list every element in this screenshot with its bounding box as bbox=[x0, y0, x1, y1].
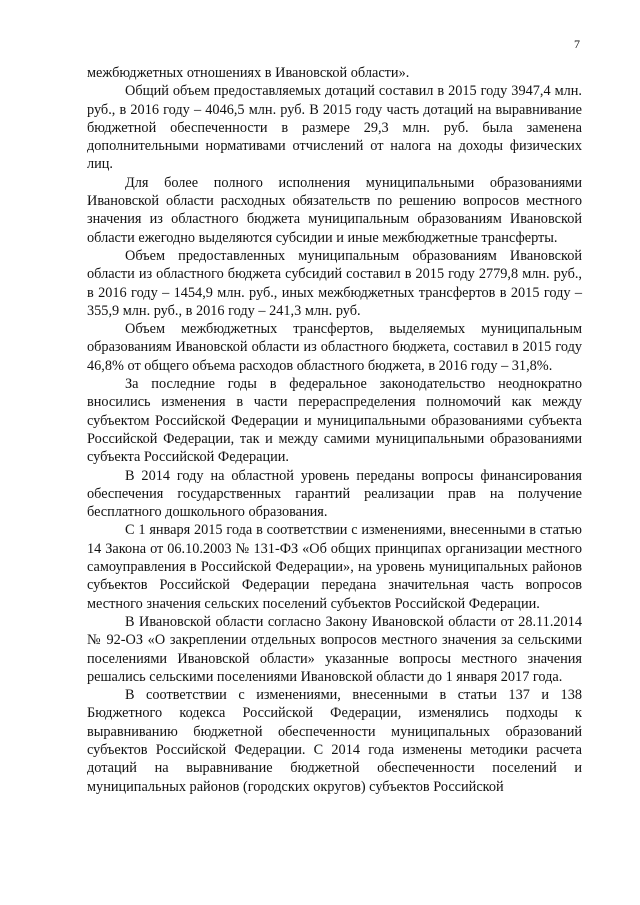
document-body bbox=[87, 64, 582, 796]
paragraph: В 2014 году на областной уровень переданы вопросы финансирования обеспечения государственных гарантий реализации прав на получение бесплатного дошкольного образования. bbox=[87, 467, 582, 521]
paragraph: С 1 января 2015 года в соответствии с изменениями, внесенными в статью 14 Закона от 06.10.2003 № 131-ФЗ «Об общих принципах организации местного самоуправления в Российской Федерации», на уровень муниципальных районов субъектов Российской Федерации передана значительная часть вопросов местного значения сельских поселений субъектов Российской Федерации. bbox=[87, 522, 582, 612]
paragraph: Объем межбюджетных трансфертов, выделяемых муниципальным образованиям Ивановской области из областного бюджета, составил в 2015 году 46,8% от общего объема расходов областного бюджета, в 2016 году – 31,8%. bbox=[87, 321, 582, 374]
paragraph: В соответствии с изменениями, внесенными в статьи 137 и 138 Бюджетного кодекса Российской Федерации, изменялись подходы к выравниванию бюджетной обеспеченности муниципальных образований субъектов Российской Федерации. С 2014 года изменены методики расчета дотаций на выравнивание бюджетной обеспеченности поселений и муниципальных районов (городских округов) субъектов Российской bbox=[87, 687, 582, 795]
paragraph: Для более полного исполнения муниципальными образованиями Ивановской области расходных обязательств по решению вопросов местного значения из областного бюджета муниципальным образованиям Ивановской области ежегодно выделяются субсидии и иные межбюджетные трансферты. bbox=[87, 174, 582, 246]
paragraph: В Ивановской области согласно Закону Ивановской области от 28.11.2014 № 92-ОЗ «О закреплении отдельных вопросов местного значения за сельскими поселениями Ивановской области» указанные вопросы местного значения решались сельскими поселениями Ивановской области до 1 января 2017 года. bbox=[87, 613, 582, 685]
paragraph: За последние годы в федеральное законодательство неоднократно вносились изменения в части перераспределения полномочий как между субъектом Российской Федерации и муниципальными образованиями субъекта Российской Федерации, так и между самими муниципальными образованиями субъекта Российской Федерации. bbox=[87, 376, 582, 466]
page-number: 7 bbox=[574, 37, 580, 51]
paragraph: Общий объем предоставляемых дотаций составил в 2015 году 3947,4 млн. руб., в 2016 году – 4046,5 млн. руб. В 2015 году часть дотаций на выравнивание бюджетной обеспеченности в размере 29,3 млн. руб. была заменена дополнительными нормативами отчислений от налога на доходы физических лиц. bbox=[87, 83, 582, 173]
paragraph: Объем предоставленных муниципальным образованиям Ивановской области из областного бюджета субсидий составил в 2015 году 2779,8 млн. руб., в 2016 году – 1454,9 млн. руб., иных межбюджетных трансфертов в 2015 году – 355,9 млн. руб., в 2016 году – 241,3 млн. руб. bbox=[87, 247, 582, 319]
paragraph: межбюджетных отношениях в Ивановской области». bbox=[87, 65, 410, 81]
